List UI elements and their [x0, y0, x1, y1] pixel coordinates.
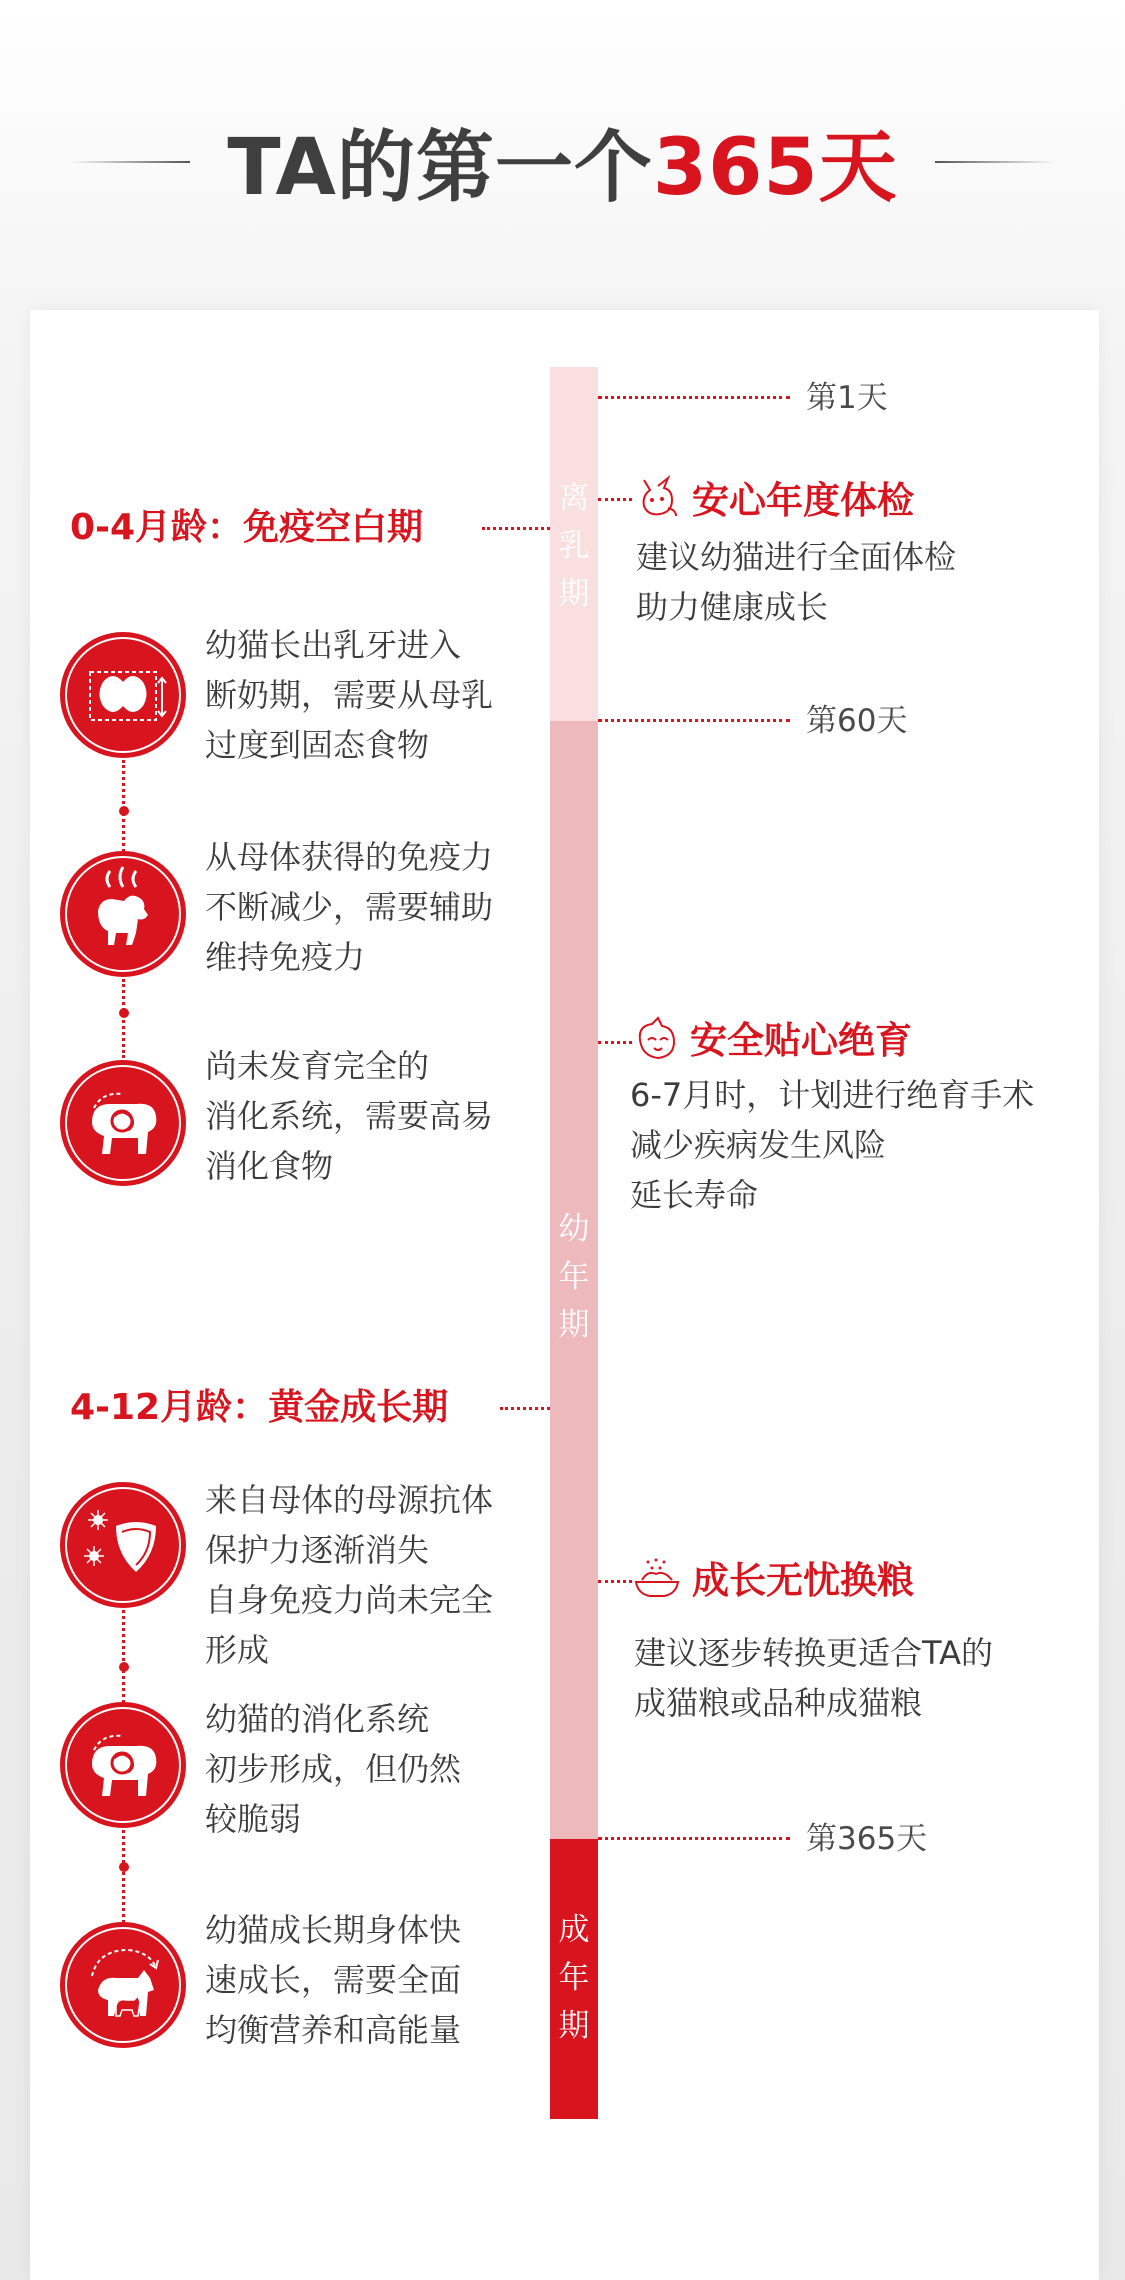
cat-teeth-icon [58, 630, 188, 760]
milestone-text: 来自母体的母源抗体 保护力逐渐消失 自身免疫力尚未完全 形成 [205, 1481, 494, 1669]
antibody-shield-icon [58, 1480, 188, 1610]
event-title: 安全贴心绝育 [690, 1019, 912, 1062]
day-label-365: 第365天 [806, 1821, 928, 1857]
day-connector [598, 1837, 790, 1840]
stage-label-text [550, 1205, 598, 1349]
connector-dot [119, 1008, 129, 1018]
stage-label-char: 期 [558, 2008, 590, 2044]
icon-connector [122, 1610, 125, 1703]
stage-label-weaning [550, 474, 598, 618]
digestive-system-icon [58, 1058, 188, 1188]
event-title: 安心年度体检 [692, 479, 914, 522]
puppy-immunity-icon [58, 849, 188, 979]
period-connector [500, 1407, 550, 1410]
stage-label-kitten [550, 1205, 598, 1349]
event-text: 6-7月时，计划进行绝育手术 减少疾病发生风险 延长寿命 [630, 1076, 1035, 1214]
cat-growth-icon [58, 1920, 188, 2050]
stage-label-char: 乳 [558, 528, 590, 564]
period-connector [482, 527, 550, 530]
milestone-text: 幼猫成长期身体快 速成长，需要全面 均衡营养和高能量 [205, 1911, 462, 2049]
food-bowl-icon [634, 1556, 680, 1602]
event-text: 建议幼猫进行全面体检 助力健康成长 [636, 538, 957, 626]
connector-dot [119, 806, 129, 816]
stage-label-adult [550, 1906, 598, 2050]
day-connector [598, 396, 790, 399]
title-highlight: 365天 [652, 123, 898, 213]
stage-label-char: 期 [558, 1307, 590, 1343]
event-connector [598, 1580, 632, 1583]
stage-label-char: 期 [558, 576, 590, 612]
icon-connector [122, 1830, 125, 1923]
stage-label-char: 成 [558, 1912, 590, 1948]
stage-label-char: 幼 [558, 1211, 590, 1247]
milestone-text: 尚未发育完全的 消化系统，需要高易 消化食物 [205, 1047, 494, 1185]
day-label-60: 第60天 [806, 703, 908, 739]
page-title [0, 118, 1125, 218]
cat-head-icon [634, 1016, 680, 1062]
stage-label-char: 年 [558, 1259, 590, 1295]
milestone-text: 幼猫长出乳牙进入 断奶期，需要从母乳 过度到固态食物 [205, 626, 494, 764]
connector-dot [119, 1862, 129, 1872]
cat-face-icon [634, 474, 680, 520]
stage-label-char: 离 [558, 480, 590, 516]
period-heading-0-4-months: 0-4月龄：免疫空白期 [70, 507, 424, 548]
day-connector [598, 719, 790, 722]
day-label-1: 第1天 [806, 380, 888, 416]
event-title: 成长无忧换粮 [692, 1559, 914, 1602]
digestive-system-icon [58, 1700, 188, 1830]
milestone-text: 从母体获得的免疫力 不断减少，需要辅助 维持免疫力 [205, 838, 494, 976]
icon-connector [122, 979, 125, 1058]
connector-dot [119, 1662, 129, 1672]
title-prefix: TA的第一个 [227, 123, 653, 213]
stage-label-text [550, 1906, 598, 2050]
stage-label-text [550, 474, 598, 618]
event-text: 建议逐步转换更适合TA的 成猫粮或品种成猫粮 [634, 1634, 993, 1722]
event-connector [598, 1041, 632, 1044]
event-connector [598, 498, 632, 501]
stage-label-char: 年 [558, 1960, 590, 1996]
milestone-text: 幼猫的消化系统 初步形成，但仍然 较脆弱 [205, 1700, 462, 1838]
period-heading-4-12-months: 4-12月龄：黄金成长期 [70, 1387, 449, 1428]
